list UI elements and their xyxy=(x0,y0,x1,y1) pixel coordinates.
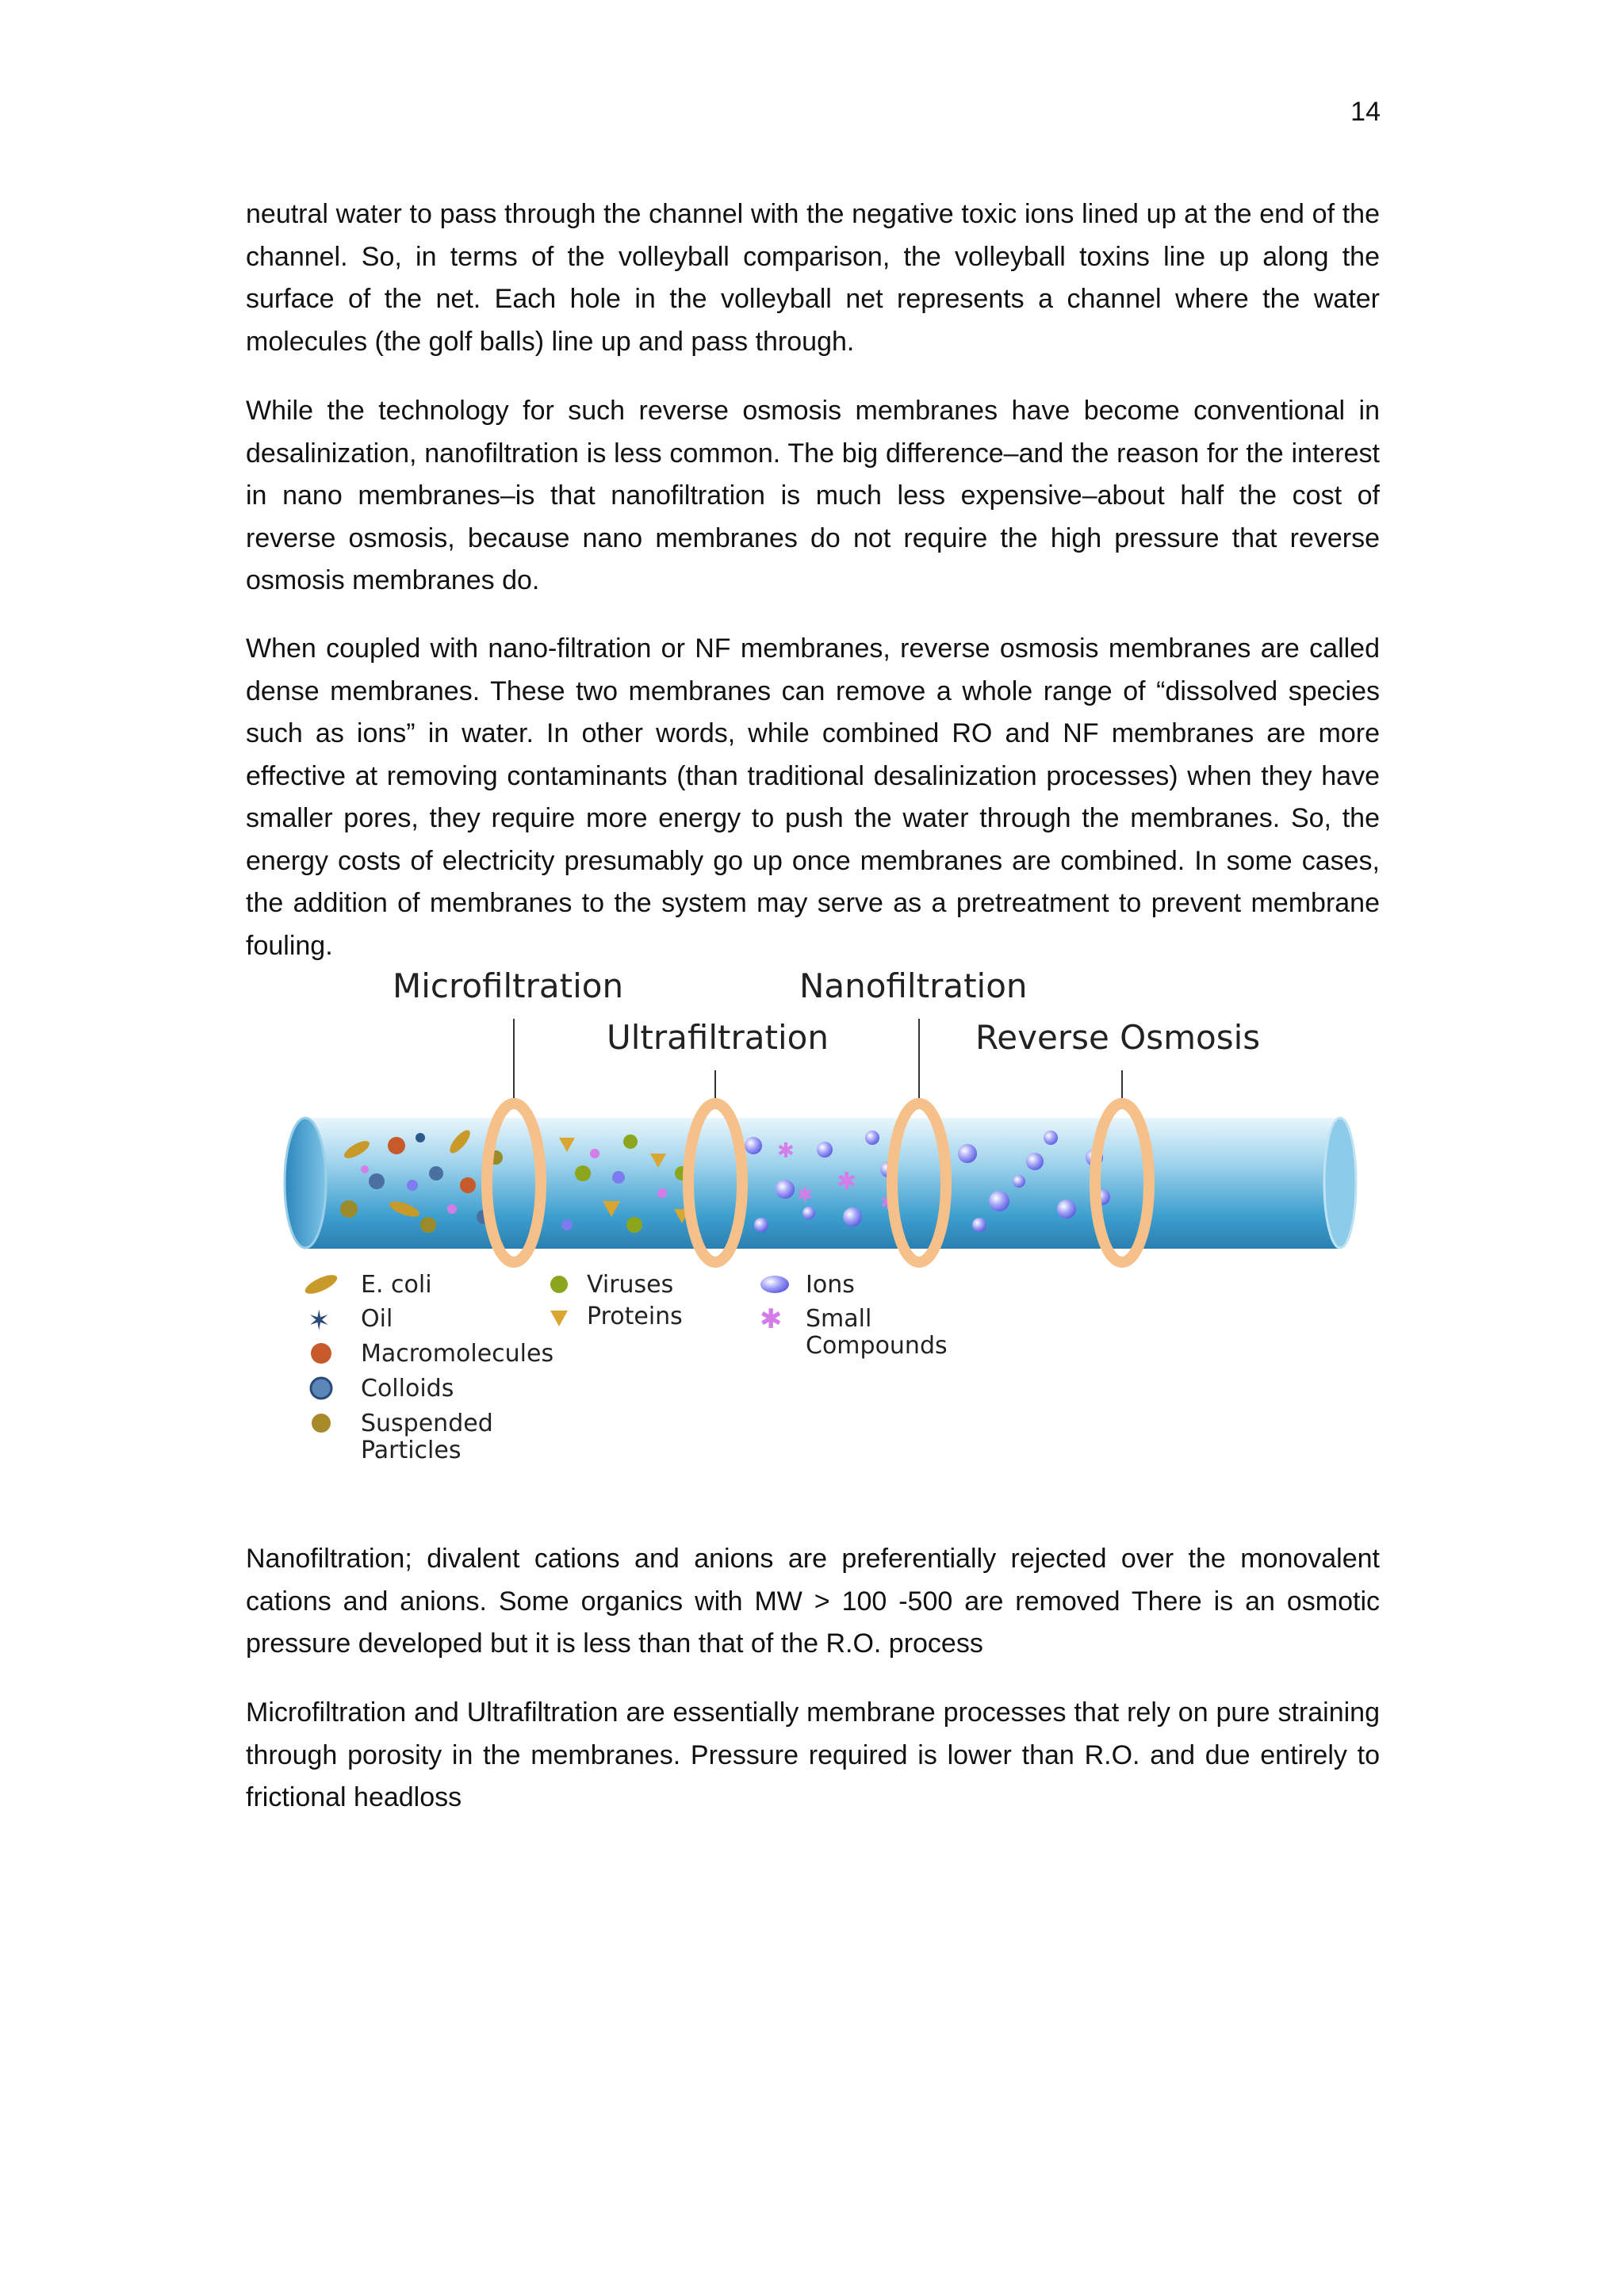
legend-small-2: Compounds xyxy=(806,1332,948,1360)
ecoli-icon xyxy=(303,1271,340,1297)
legend-column-3 xyxy=(760,1271,948,1360)
pipe-outlet xyxy=(1324,1118,1356,1248)
paragraph-5: Microfiltration and Ultrafiltration are essentially membrane processes that rely on pure straining through porosity in the membranes. Pressure required is lower than R.O. and due entirely to frictional headloss xyxy=(246,1697,1380,1812)
small-compound-icon: ✱ xyxy=(760,1303,783,1335)
paragraph-2: While the technology for such reverse osmosis membranes have become conventional in desalinization, nanofiltration is less common. The big difference–and the reason for the interest in nano membranes–is that nanofiltration is much less expensive–about half the cost of reverse osmosis, because nano membranes do not require the high pressure that reverse osmosis membranes do. xyxy=(246,396,1380,595)
paragraph-1: neutral water to pass through the channel with the negative toxic ions lined up at the end of the channel. So, in terms of the volleyball comparison, the volleyball toxins line up along the surface of the net. Each hole in the volleyball net represents a channel where the water molecules (the golf balls) line up and pass through. xyxy=(246,199,1380,357)
label-ultrafiltration: Ultrafiltration xyxy=(607,1018,829,1057)
label-reverse-osmosis: Reverse Osmosis xyxy=(975,1018,1261,1057)
filtration-diagram xyxy=(270,971,1380,1479)
legend-proteins: Proteins xyxy=(587,1303,683,1330)
legend-suspended-1: Suspended xyxy=(361,1410,493,1437)
legend-small-1: Small xyxy=(806,1305,872,1333)
legend-viruses: Viruses xyxy=(587,1271,674,1299)
label-microfiltration: Microfiltration xyxy=(393,971,624,1005)
protein-icon xyxy=(550,1311,568,1326)
legend-colloids: Colloids xyxy=(361,1375,454,1402)
virus-icon xyxy=(550,1276,568,1293)
svg-text:✱: ✱ xyxy=(777,1139,795,1163)
oil-icon: ✶ xyxy=(308,1305,331,1337)
legend-suspended-2: Particles xyxy=(361,1437,462,1464)
filtration-figure xyxy=(270,971,1380,1479)
colloid-icon xyxy=(311,1378,331,1399)
paragraph-4: Nanofiltration; divalent cations and anions are preferentially rejected over the monovalent cations and anions. Some organics with MW > 100 -500 are removed There is an osmotic pressure developed but it is less than that of the R.O. process xyxy=(246,1544,1380,1659)
macromolecule-icon xyxy=(311,1343,331,1364)
legend-column-2 xyxy=(550,1271,683,1330)
suspended-particle-icon xyxy=(312,1414,331,1433)
legend-oil: Oil xyxy=(361,1305,393,1333)
paragraph-3: When coupled with nano-filtration or NF membranes, reverse osmosis membranes are called dense membranes. These two membranes can remove a whole range of “dissolved species such as ions” in water. In other words, while combined RO and NF membranes are more effective at removing contaminants (than traditional desalinization processes) when they have smaller pores, they require more energy to push the water through the membranes. So, the energy costs of electricity presumably go up once membranes are combined. In some cases, the addition of membranes to the system may serve as a pretreatment to prevent membrane fouling. xyxy=(246,633,1380,961)
svg-text:✱: ✱ xyxy=(837,1168,857,1196)
legend-ions: Ions xyxy=(806,1271,855,1299)
svg-text:✱: ✱ xyxy=(880,1192,897,1214)
label-nanofiltration: Nanofiltration xyxy=(799,971,1028,1005)
ion-icon xyxy=(760,1276,789,1293)
pipe-inlet xyxy=(285,1118,326,1248)
svg-text:✱: ✱ xyxy=(797,1184,814,1206)
legend-ecoli: E. coli xyxy=(361,1271,432,1299)
page-number: 14 xyxy=(1350,97,1381,127)
legend-column-1 xyxy=(303,1271,553,1464)
legend-macromolecules: Macromolecules xyxy=(361,1340,554,1368)
